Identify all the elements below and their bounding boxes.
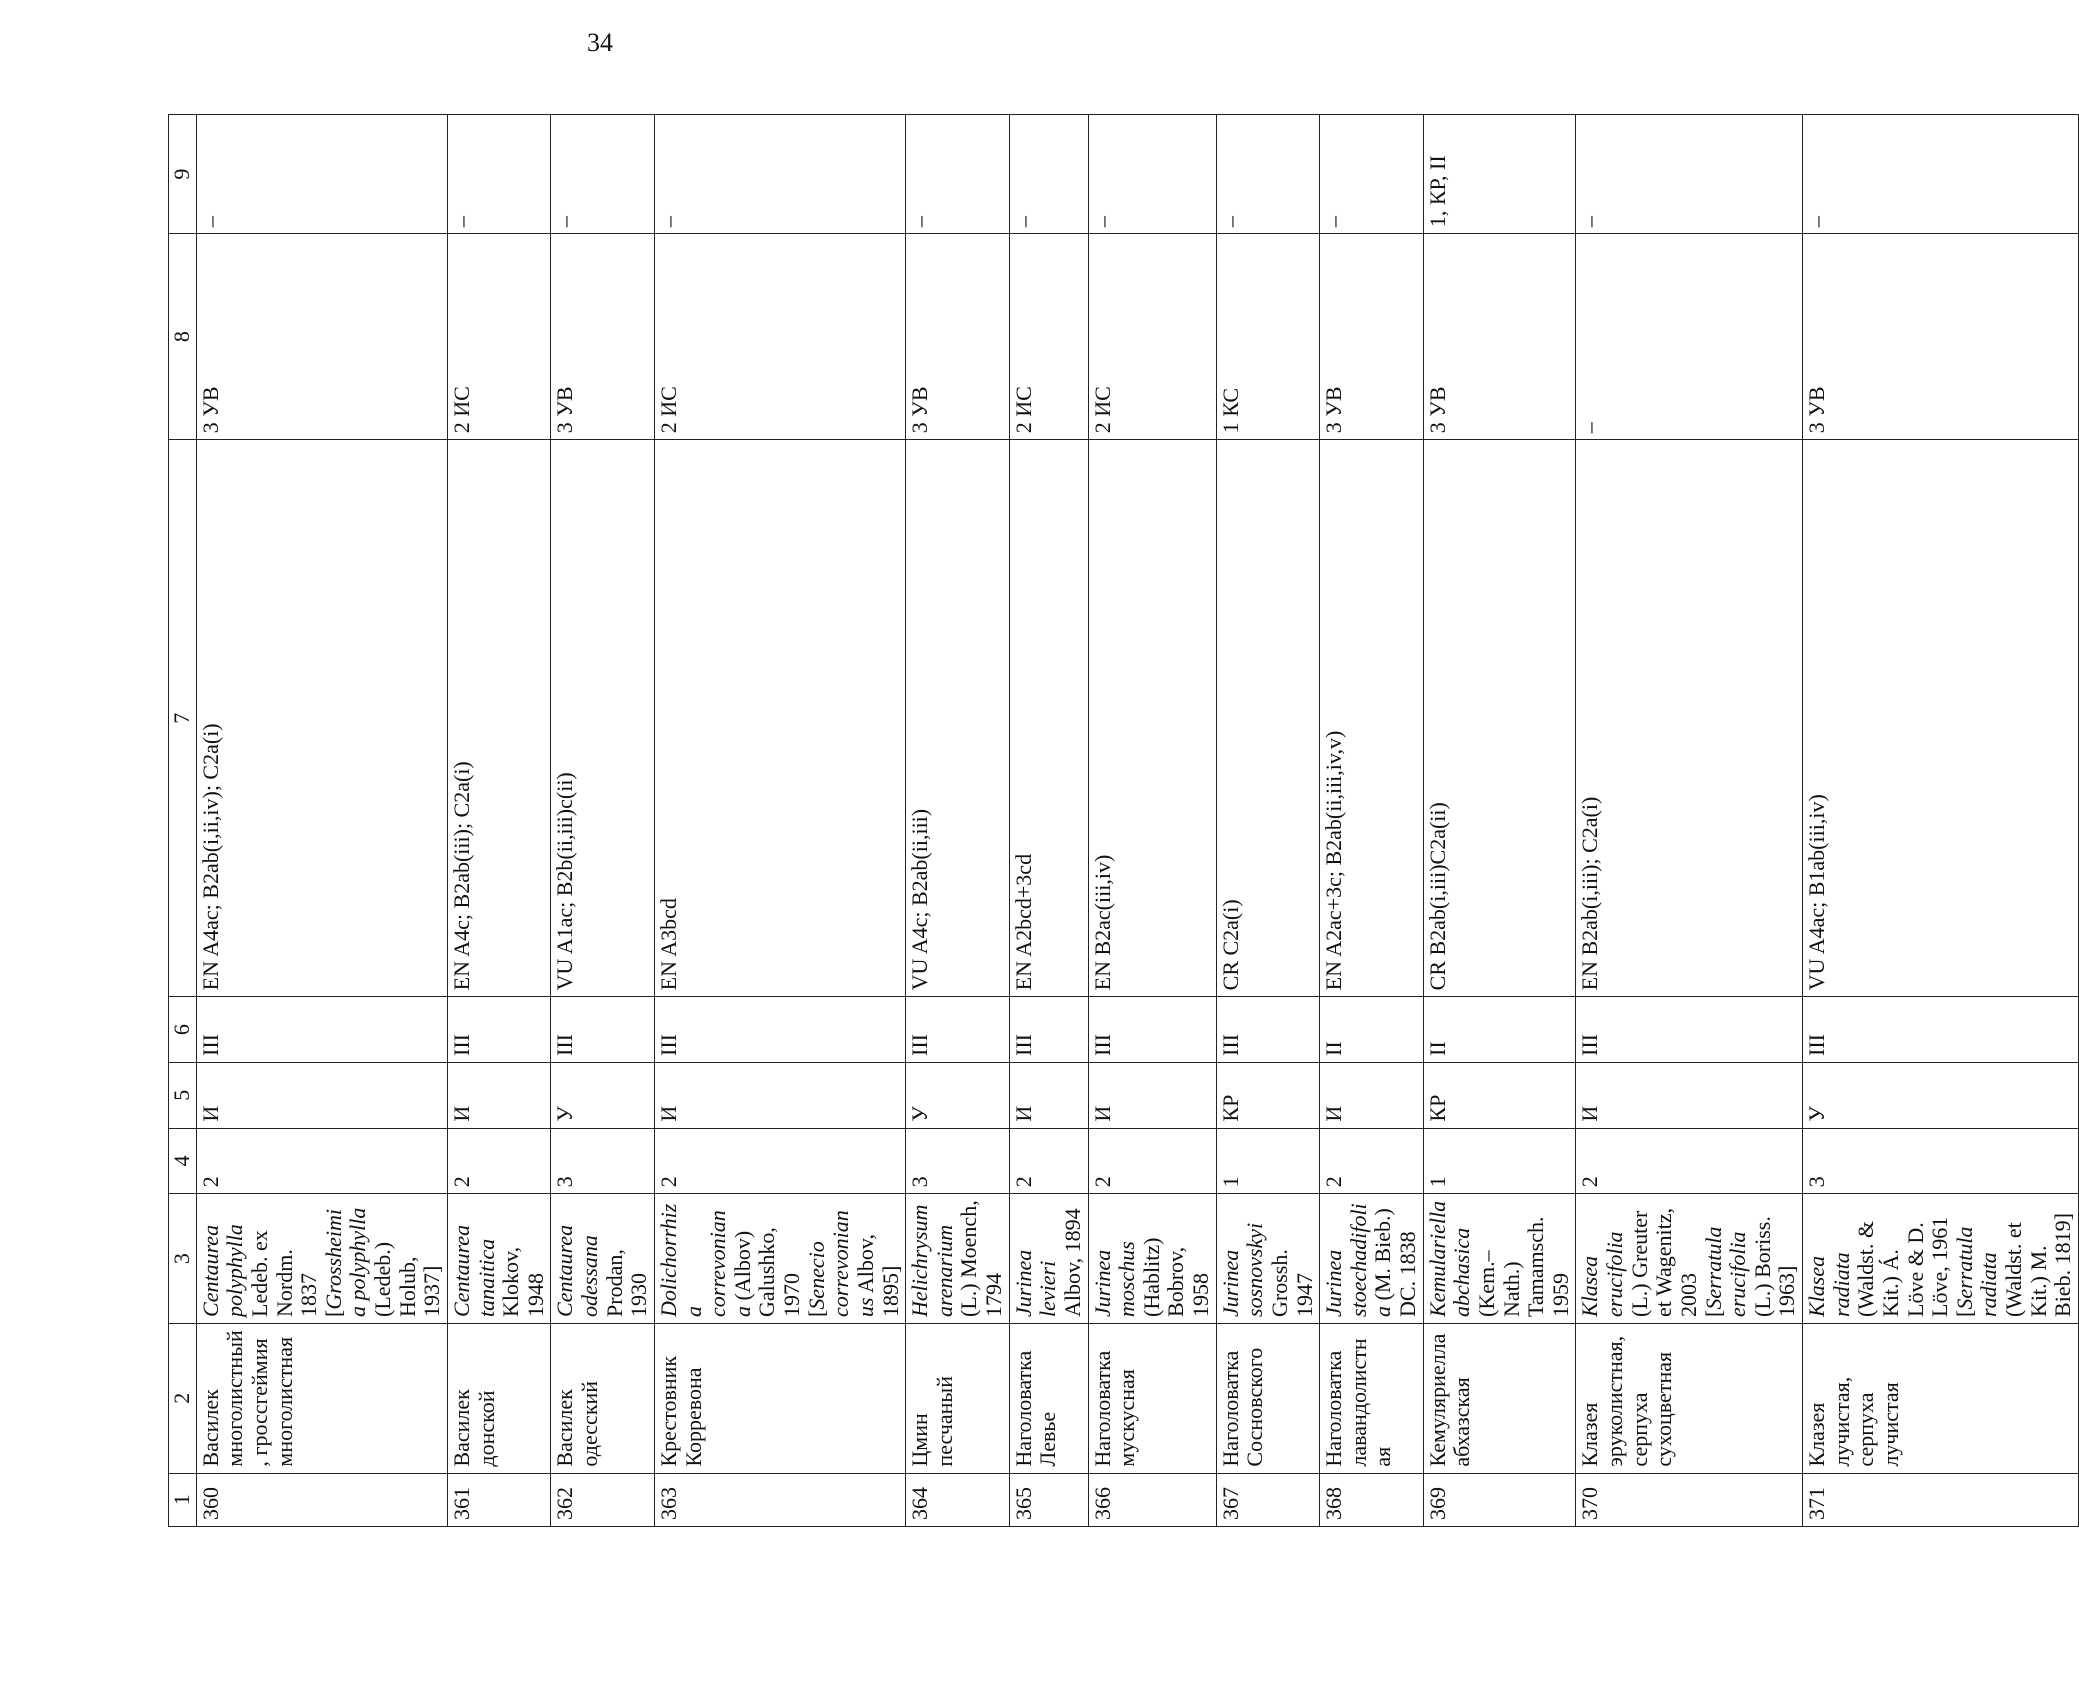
regional-status-cell: 3 УВ: [196, 234, 447, 440]
row-number-cell: 367: [1216, 1473, 1320, 1526]
priority-cell: III: [196, 997, 447, 1063]
regional-status-cell: –: [1576, 234, 1803, 440]
russian-name-cell: Василек одесский: [551, 1323, 655, 1473]
status-cell: И: [447, 1062, 551, 1128]
latin-name-cell: [1320, 1194, 1424, 1324]
category-cell: 1: [1423, 1128, 1576, 1194]
latin-name: Jurinea stoechadifolia: [1321, 1203, 1396, 1317]
row-number-cell: 365: [1009, 1473, 1088, 1526]
priority-cell: III: [1216, 997, 1320, 1063]
latin-name: Helichrysum arenarium: [907, 1204, 957, 1317]
status-cell: И: [1009, 1062, 1088, 1128]
latin-name-cell: [196, 1194, 447, 1324]
row-number-cell: 363: [654, 1473, 905, 1526]
row-number-cell: 366: [1088, 1473, 1216, 1526]
priority-cell: III: [551, 997, 655, 1063]
russian-name-cell: Василек донской: [447, 1323, 551, 1473]
row-number-cell: 369: [1423, 1473, 1576, 1526]
column-header: 3: [169, 1194, 197, 1324]
latin-author: Ledeb. ex Nordm. 1837: [246, 1230, 322, 1317]
latin-author: Grossh. 1947: [1266, 1249, 1317, 1317]
column-header: 8: [169, 234, 197, 440]
russian-name-cell: Василек многолистный, гроссгеймия многолистная: [196, 1323, 447, 1473]
latin-name: Klasea radiata: [1804, 1252, 1854, 1317]
category-cell: 2: [447, 1128, 551, 1194]
latin-name: Klasea erucifolia: [1577, 1231, 1627, 1317]
regional-status-cell: 3 УВ: [1803, 234, 2079, 440]
category-cell: 1: [1216, 1128, 1320, 1194]
status-cell: И: [1088, 1062, 1216, 1128]
synonym-open-bracket: [: [803, 1309, 829, 1317]
status-cell: И: [1320, 1062, 1424, 1128]
federal-status-cell: –: [196, 115, 447, 234]
latin-name-cell: [1088, 1194, 1216, 1324]
table-row: [1216, 115, 1320, 1527]
federal-status-cell: –: [1009, 115, 1088, 234]
iucn-criteria-cell: CR C2a(i): [1216, 440, 1320, 997]
priority-cell: III: [906, 997, 1010, 1063]
synonym-latin-name: Serratula radiata: [1951, 1226, 2002, 1317]
latin-name: Jurinea levieri: [1010, 1249, 1061, 1317]
latin-name-cell: [447, 1194, 551, 1324]
column-header: 7: [169, 440, 197, 997]
latin-author: (L.) Moench, 1794: [956, 1200, 1006, 1317]
priority-cell: III: [1803, 997, 2079, 1063]
russian-name-cell: Клазея лучистая, серпуха лучистая: [1803, 1323, 2079, 1473]
priority-cell: III: [654, 997, 905, 1063]
federal-status-cell: –: [1088, 115, 1216, 234]
regional-status-cell: 2 ИС: [1009, 234, 1088, 440]
status-cell: У: [551, 1062, 655, 1128]
table-row: [447, 115, 551, 1527]
latin-name-cell: [1803, 1194, 2079, 1324]
synonym-open-bracket: [: [320, 1309, 346, 1317]
category-cell: 2: [1576, 1128, 1803, 1194]
latin-author: (Kem.–Nath.) Tamamsch. 1959: [1473, 1216, 1573, 1317]
latin-author: Prodan, 1930: [601, 1249, 652, 1317]
row-number-cell: 371: [1803, 1473, 2079, 1526]
regional-status-cell: 3 УВ: [1320, 234, 1424, 440]
latin-name-cell: [551, 1194, 655, 1324]
category-cell: 2: [196, 1128, 447, 1194]
federal-status-cell: –: [1576, 115, 1803, 234]
table-row: [1009, 115, 1088, 1527]
latin-name: Dolichorrhiza correvoniana: [655, 1203, 755, 1317]
iucn-criteria-cell: EN A4c; B2ab(iii); C2a(i): [447, 440, 551, 997]
row-number-cell: 364: [906, 1473, 1010, 1526]
category-cell: 2: [1320, 1128, 1424, 1194]
latin-author: Klokov, 1948: [498, 1246, 548, 1317]
federal-status-cell: –: [447, 115, 551, 234]
iucn-criteria-cell: VU A4ac; B1ab(iii,iv): [1803, 440, 2079, 997]
priority-cell: III: [1576, 997, 1803, 1063]
regional-status-cell: 3 УВ: [1423, 234, 1576, 440]
table-row: [1803, 115, 2079, 1527]
table-row: [196, 115, 447, 1527]
regional-status-cell: 1 КС: [1216, 234, 1320, 440]
category-cell: 2: [1009, 1128, 1088, 1194]
synonym-author: (Ledeb.) Holub, 1937]: [370, 1241, 445, 1317]
row-number-cell: 362: [551, 1473, 655, 1526]
federal-status-cell: –: [906, 115, 1010, 234]
category-cell: 3: [1803, 1128, 2079, 1194]
synonym-open-bracket: [: [1951, 1309, 1977, 1317]
russian-name-cell: Наголоватка Левье: [1009, 1323, 1088, 1473]
russian-name-cell: Клазея эруколистная, серпуха сухоцветная: [1576, 1323, 1803, 1473]
status-cell: КР: [1216, 1062, 1320, 1128]
category-cell: 3: [551, 1128, 655, 1194]
latin-name: Centaurea odessana: [552, 1224, 602, 1317]
latin-name: Jurinea moschus: [1089, 1241, 1140, 1317]
latin-author: (Hablitz) Bobrov, 1958: [1138, 1237, 1213, 1317]
priority-cell: II: [1320, 997, 1424, 1063]
iucn-criteria-cell: VU A1ac; B2b(ii,iii)c(ii): [551, 440, 655, 997]
priority-cell: III: [447, 997, 551, 1063]
table-row: [1423, 115, 1576, 1527]
federal-status-cell: –: [1803, 115, 2079, 234]
federal-status-cell: 1, КР, II: [1423, 115, 1576, 234]
synonym-latin-name: Serratula erucifolia: [1700, 1226, 1751, 1317]
russian-name-cell: Кемуляриелла абхазская: [1423, 1323, 1576, 1473]
iucn-criteria-cell: EN A2bcd+3cd: [1009, 440, 1088, 997]
status-cell: У: [906, 1062, 1010, 1128]
status-cell: У: [1803, 1062, 2079, 1128]
table-row: [1088, 115, 1216, 1527]
regional-status-cell: 2 ИС: [447, 234, 551, 440]
column-header: 5: [169, 1062, 197, 1128]
russian-name-cell: Наголоватка лавандолистная: [1320, 1323, 1424, 1473]
latin-name-cell: [1576, 1194, 1803, 1324]
latin-name: Centaurea tanaitica: [448, 1224, 499, 1317]
synonym-latin-name: Grossheimia polyphylla: [320, 1207, 371, 1317]
latin-name-cell: [906, 1194, 1010, 1324]
table-row: [906, 115, 1010, 1527]
status-cell: И: [1576, 1062, 1803, 1128]
column-header: 9: [169, 115, 197, 234]
table-row: [1576, 115, 1803, 1527]
rotated-table-wrapper: [168, 114, 2076, 1527]
latin-name-cell: [654, 1194, 905, 1324]
latin-author: (Waldst. & Kit.) Á. Löve & D. Löve, 1961: [1853, 1216, 1953, 1317]
regional-status-cell: 3 УВ: [551, 234, 655, 440]
priority-cell: III: [1088, 997, 1216, 1063]
russian-name-cell: Наголоватка мускусная: [1088, 1323, 1216, 1473]
latin-author: (Albov) Galushko, 1970: [729, 1227, 804, 1317]
latin-name: Centaurea polyphylla: [197, 1224, 248, 1317]
category-cell: 2: [1088, 1128, 1216, 1194]
table-row: [654, 115, 905, 1527]
russian-name-cell: Крестовник Корревона: [654, 1323, 905, 1473]
latin-name-cell: [1423, 1194, 1576, 1324]
priority-cell: II: [1423, 997, 1576, 1063]
synonym-latin-name: Senecio correvonianus: [803, 1210, 878, 1317]
russian-name-cell: Цмин песчаный: [906, 1323, 1010, 1473]
regional-status-cell: 3 УВ: [906, 234, 1010, 440]
table-row: [1320, 115, 1424, 1527]
status-cell: КР: [1423, 1062, 1576, 1128]
latin-author: (M. Bieb.) DC. 1838: [1370, 1208, 1420, 1317]
latin-name-cell: [1009, 1194, 1088, 1324]
iucn-criteria-cell: EN A2ac+3c; B2ab(ii,iii,iv,v): [1320, 440, 1424, 997]
synonym-author: (L.) Boriss. 1963]: [1749, 1216, 1800, 1317]
russian-name-cell: Наголоватка Сосновского: [1216, 1323, 1320, 1473]
iucn-criteria-cell: EN B2ac(iii,iv): [1088, 440, 1216, 997]
species-table: [168, 114, 2079, 1527]
table-row: [551, 115, 655, 1527]
synonym-open-bracket: [: [1700, 1309, 1726, 1317]
latin-name: Kemulariella abchasica: [1424, 1200, 1475, 1317]
column-header: 4: [169, 1128, 197, 1194]
federal-status-cell: –: [654, 115, 905, 234]
column-header: 1: [169, 1473, 197, 1526]
column-header: 2: [169, 1323, 197, 1473]
status-cell: И: [654, 1062, 905, 1128]
page-number: 34: [587, 28, 613, 57]
status-cell: И: [196, 1062, 447, 1128]
latin-author: (L.) Greuter et Wagenitz, 2003: [1626, 1207, 1701, 1317]
column-number-row: [169, 115, 197, 1527]
federal-status-cell: –: [551, 115, 655, 234]
iucn-criteria-cell: EN B2ab(i,iii); C2a(i): [1576, 440, 1803, 997]
federal-status-cell: –: [1320, 115, 1424, 234]
row-number-cell: 360: [196, 1473, 447, 1526]
category-cell: 3: [906, 1128, 1010, 1194]
priority-cell: III: [1009, 997, 1088, 1063]
iucn-criteria-cell: VU A4c; B2ab(ii,iii): [906, 440, 1010, 997]
iucn-criteria-cell: CR B2ab(i,iii)C2a(ii): [1423, 440, 1576, 997]
regional-status-cell: 2 ИС: [654, 234, 905, 440]
category-cell: 2: [654, 1128, 905, 1194]
federal-status-cell: –: [1216, 115, 1320, 234]
iucn-criteria-cell: EN A4ac; B2ab(i,ii,iv); C2a(i): [196, 440, 447, 997]
synonym-author: Albov, 1895]: [852, 1234, 903, 1317]
iucn-criteria-cell: EN A3bcd: [654, 440, 905, 997]
latin-name: Jurinea sosnovskyi: [1217, 1222, 1268, 1317]
row-number-cell: 361: [447, 1473, 551, 1526]
latin-name-cell: [1216, 1194, 1320, 1324]
row-number-cell: 370: [1576, 1473, 1803, 1526]
column-header: 6: [169, 997, 197, 1063]
latin-author: Albov, 1894: [1059, 1208, 1085, 1317]
regional-status-cell: 2 ИС: [1088, 234, 1216, 440]
synonym-author: (Waldst. et Kit.) M. Bieb. 1819]: [2001, 1213, 2076, 1317]
row-number-cell: 368: [1320, 1473, 1424, 1526]
